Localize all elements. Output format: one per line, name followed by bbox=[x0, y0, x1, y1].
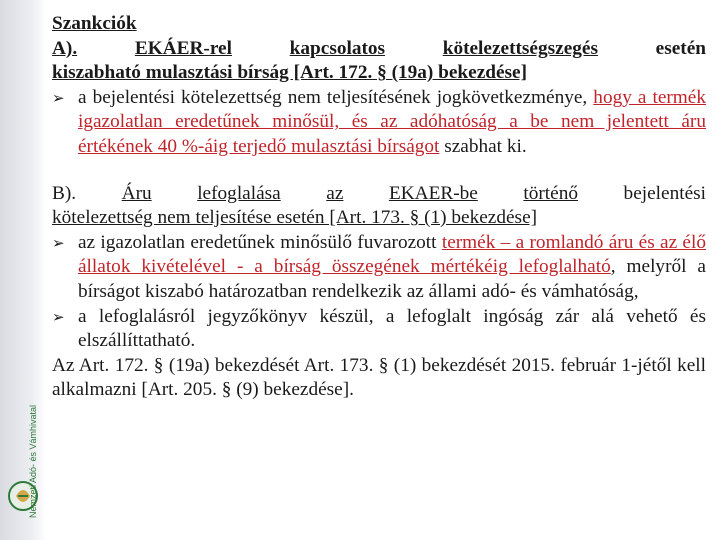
section-a-heading-line1 bbox=[52, 37, 706, 62]
section-b-word: B). bbox=[52, 182, 77, 204]
bullet-text: a lefoglalásról jegyzőkönyv készül, a lefoglalt ingóság zár alá vehető és elszállíttatható. bbox=[78, 305, 706, 352]
bullet-emphasis: hogy a termék igazolatlan eredetűnek minősül, és az adóhatóság a be nem jelentett áru értékének 40 %-áig terjedő mulasztási bírságot bbox=[78, 86, 706, 157]
page-title: Szankciók bbox=[52, 13, 137, 34]
section-b-word: történő bbox=[523, 182, 578, 204]
section-b-bullet-1 bbox=[52, 231, 706, 305]
left-decorative-band bbox=[0, 0, 46, 540]
bullet-text: , melyről a bírságot kiszabó határozatban rendelkezik az állami adó- és vámhatóság, bbox=[78, 256, 706, 302]
bullet-text: szabhat ki. bbox=[439, 135, 527, 157]
section-b-heading-line1 bbox=[52, 182, 706, 207]
bullet-emphasis: termék – a romlandó áru és az élő állatok kivételével - a bírság összegének mértékéig lefoglalható bbox=[78, 231, 706, 278]
section-b-bullet-2 bbox=[52, 305, 706, 354]
section-a-word: esetén bbox=[655, 37, 706, 59]
section-a-word: A). bbox=[52, 37, 78, 59]
section-b-word: lefoglalása bbox=[197, 182, 281, 204]
section-a-word: EKÁER-rel bbox=[134, 37, 232, 59]
slide-content bbox=[52, 12, 706, 403]
section-b-word: EKAER-be bbox=[388, 182, 478, 204]
footer-note: Az Art. 172. § (19a) bekezdését Art. 173. § (1) bekezdését 2015. február 1-jétől kell alkalmazni [Art. 205. § (9) bekezdése]. bbox=[52, 354, 706, 401]
section-b-word: bejelentési bbox=[623, 182, 706, 204]
section-a-word: kapcsolatos bbox=[289, 37, 386, 59]
section-gap bbox=[52, 160, 706, 182]
section-a-word: kötelezettségszegés bbox=[442, 37, 598, 59]
arrow-bullet-icon: ➢ bbox=[52, 88, 65, 107]
section-a-heading-line2: kiszabható mulasztási bírság [Art. 172. § (19a) bekezdése] bbox=[52, 62, 528, 84]
section-a-bullet bbox=[52, 86, 706, 160]
bullet-text: a bejelentési kötelezettség nem teljesítésének jogkövetkezménye, bbox=[78, 86, 588, 108]
section-b-word: Áru bbox=[121, 182, 152, 204]
bullet-text: az igazolatlan eredetűnek minősülő fuvarozott bbox=[78, 231, 442, 253]
logo-text: Nemzeti Adó- és Vámhivatal bbox=[28, 404, 38, 518]
nav-logo bbox=[6, 400, 40, 520]
section-b-heading-line2: kötelezettség nem teljesítése esetén [Art. 173. § (1) bekezdése] bbox=[52, 207, 538, 229]
arrow-bullet-icon: ➢ bbox=[52, 307, 65, 326]
section-b-word: az bbox=[326, 182, 344, 204]
arrow-bullet-icon: ➢ bbox=[52, 233, 65, 252]
